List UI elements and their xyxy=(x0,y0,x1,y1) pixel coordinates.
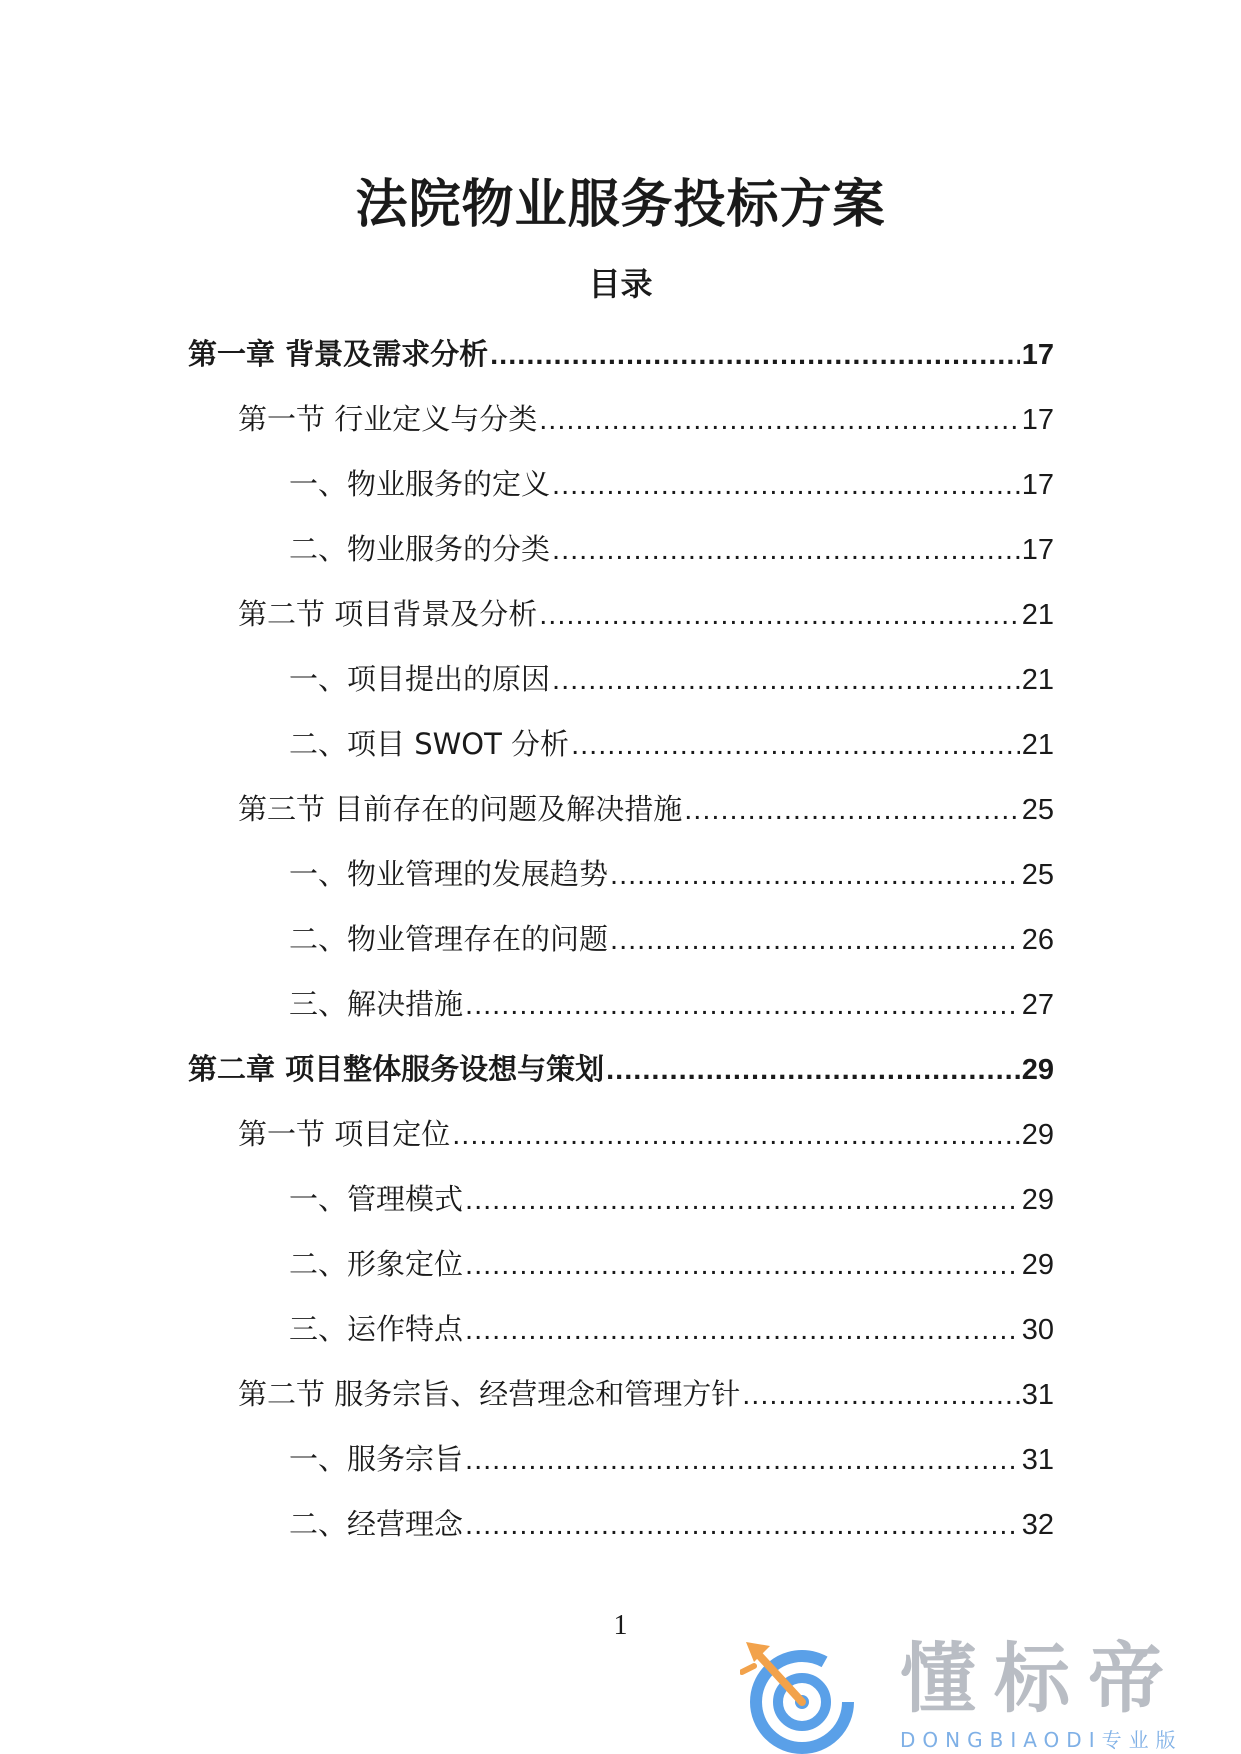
toc-entry-page: 26 xyxy=(1021,924,1054,956)
toc-leader-dots xyxy=(552,518,1020,583)
toc-entry-label: 第二节 服务宗旨、经营理念和管理方针 xyxy=(238,1377,741,1411)
toc-entry-page: 30 xyxy=(1021,1314,1054,1346)
toc-leader-dots xyxy=(465,1428,1020,1493)
toc-entry-label: 一、服务宗旨 xyxy=(289,1442,464,1476)
toc-entry-page: 29 xyxy=(1021,1184,1054,1216)
toc-entry-label: 二、物业服务的分类 xyxy=(289,532,551,566)
toc-entry-page: 29 xyxy=(1021,1119,1054,1151)
toc-entry-page: 21 xyxy=(1021,729,1054,761)
toc-leader-dots xyxy=(610,908,1020,973)
toc-leader-dots xyxy=(465,1298,1020,1363)
toc-entry[interactable] xyxy=(188,322,1054,387)
toc-leader-dots xyxy=(490,323,1020,388)
toc-leader-dots xyxy=(465,973,1020,1038)
toc-entry-page: 31 xyxy=(1021,1444,1054,1476)
toc-entry-page: 17 xyxy=(1021,534,1054,566)
toc-entry-label: 二、形象定位 xyxy=(289,1247,464,1281)
toc-leader-dots xyxy=(606,1038,1020,1103)
watermark-brand-subtitle: DONGBIAODI专业版 xyxy=(900,1728,1183,1752)
toc-entry-page: 21 xyxy=(1021,599,1054,631)
toc-entry-label: 一、项目提出的原因 xyxy=(289,662,551,696)
watermark-brand-name: 懂标帝 xyxy=(900,1634,1182,1723)
toc-entry[interactable] xyxy=(188,972,1054,1037)
toc-leader-dots xyxy=(742,1363,1020,1428)
toc-entry[interactable] xyxy=(188,1492,1054,1557)
toc-entry[interactable] xyxy=(188,647,1054,712)
toc-entry-page: 29 xyxy=(1021,1249,1054,1281)
toc-entry[interactable] xyxy=(188,1102,1054,1167)
toc-leader-dots xyxy=(539,388,1020,453)
toc-entry[interactable] xyxy=(188,452,1054,517)
target-arrow-icon xyxy=(740,1632,870,1754)
toc-entry-page: 25 xyxy=(1021,859,1054,891)
toc-entry-label: 第二章 项目整体服务设想与策划 xyxy=(188,1052,605,1086)
toc-leader-dots xyxy=(539,583,1020,648)
toc-entry[interactable] xyxy=(188,1427,1054,1492)
toc-entry-label: 一、物业管理的发展趋势 xyxy=(289,857,609,891)
toc-entry-label: 二、经营理念 xyxy=(289,1507,464,1541)
toc-entry[interactable] xyxy=(188,387,1054,452)
toc-leader-dots xyxy=(552,648,1020,713)
toc-entry-label: 第二节 项目背景及分析 xyxy=(238,597,538,631)
toc-entry-label: 第一节 行业定义与分类 xyxy=(238,402,538,436)
toc-entry[interactable] xyxy=(188,1232,1054,1297)
toc-leader-dots xyxy=(552,453,1020,518)
toc-entry[interactable] xyxy=(188,712,1054,777)
toc-entry[interactable] xyxy=(188,1167,1054,1232)
toc-leader-dots xyxy=(452,1103,1020,1168)
table-of-contents xyxy=(188,322,1054,1557)
toc-entry-label: 一、管理模式 xyxy=(289,1182,464,1216)
toc-entry[interactable] xyxy=(188,1037,1054,1102)
toc-leader-dots xyxy=(610,843,1020,908)
toc-entry-label: 三、运作特点 xyxy=(289,1312,464,1346)
toc-entry-label: 三、解决措施 xyxy=(289,987,464,1021)
toc-entry[interactable] xyxy=(188,517,1054,582)
toc-leader-dots xyxy=(571,713,1020,778)
toc-entry-page: 27 xyxy=(1021,989,1054,1021)
toc-entry[interactable] xyxy=(188,1297,1054,1362)
toc-entry[interactable] xyxy=(188,842,1054,907)
toc-entry[interactable] xyxy=(188,582,1054,647)
toc-entry-page: 31 xyxy=(1021,1379,1054,1411)
watermark-logo xyxy=(740,1632,1240,1754)
toc-leader-dots xyxy=(465,1233,1020,1298)
document-title: 法院物业服务投标方案 xyxy=(355,175,886,235)
toc-leader-dots xyxy=(465,1168,1020,1233)
toc-entry-page: 25 xyxy=(1021,794,1054,826)
toc-leader-dots xyxy=(684,778,1020,843)
toc-heading: 目录 xyxy=(588,265,653,303)
toc-entry-label: 第一章 背景及需求分析 xyxy=(188,337,489,371)
page-number: 1 xyxy=(613,1610,628,1641)
toc-entry-page: 29 xyxy=(1021,1054,1054,1086)
toc-entry-label: 二、项目 SWOT 分析 xyxy=(289,727,570,761)
toc-entry-page: 21 xyxy=(1021,664,1054,696)
toc-entry[interactable] xyxy=(188,1362,1054,1427)
toc-entry-page: 17 xyxy=(1021,404,1054,436)
toc-entry-page: 32 xyxy=(1021,1509,1054,1541)
toc-entry-label: 一、物业服务的定义 xyxy=(289,467,551,501)
toc-entry[interactable] xyxy=(188,907,1054,972)
toc-entry-label: 二、物业管理存在的问题 xyxy=(289,922,609,956)
toc-entry-label: 第三节 目前存在的问题及解决措施 xyxy=(238,792,683,826)
toc-entry-label: 第一节 项目定位 xyxy=(238,1117,451,1151)
toc-entry-page: 17 xyxy=(1021,469,1054,501)
toc-leader-dots xyxy=(465,1493,1020,1558)
toc-entry[interactable] xyxy=(188,777,1054,842)
toc-entry-page: 17 xyxy=(1021,339,1054,371)
